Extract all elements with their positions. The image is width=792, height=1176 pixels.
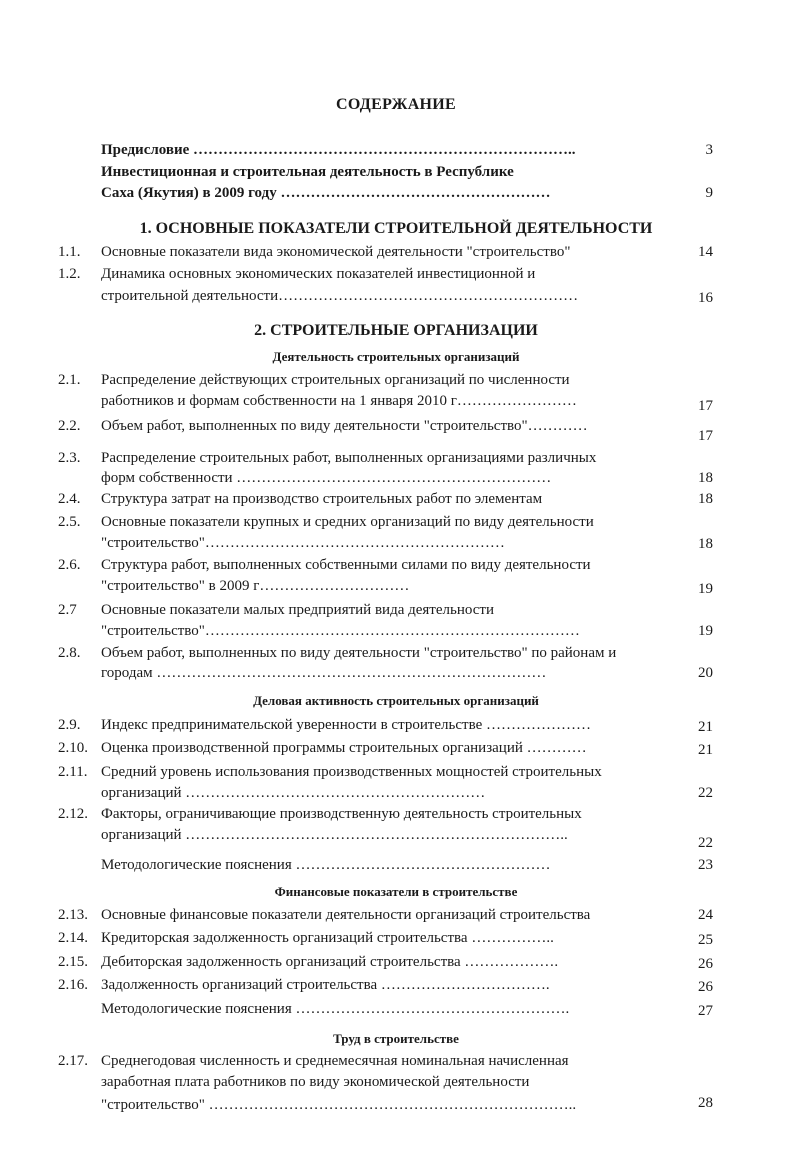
entry-number: 2.3. bbox=[58, 450, 81, 466]
entry-number: 2.4. bbox=[58, 491, 81, 507]
entry-number: 2.2. bbox=[58, 418, 81, 434]
entry-text: организаций ………………………………………………………………….. bbox=[101, 827, 568, 843]
entry-number: 2.11. bbox=[58, 764, 88, 780]
entry-number: 1.1. bbox=[58, 244, 81, 260]
entry-text: "строительство" ……………………………………………………………….. bbox=[101, 1097, 577, 1113]
entry-page: 16 bbox=[698, 290, 713, 306]
methodology-notes-text: Методологические пояснения ………………………………………………. bbox=[101, 1001, 570, 1017]
entry-text: работников и формам собственности на 1 января 2010 г…………………… bbox=[101, 393, 577, 409]
entry-text: Основные показатели малых предприятий вида деятельности bbox=[101, 602, 494, 618]
entry-page: 14 bbox=[698, 244, 713, 260]
entry-page: 26 bbox=[698, 956, 713, 972]
entry-text: Динамика основных экономических показателей инвестиционной и bbox=[101, 266, 536, 282]
entry-page: 23 bbox=[698, 857, 713, 873]
entry-text: Дебиторская задолженность организаций строительства ………………. bbox=[101, 954, 559, 970]
entry-page: 17 bbox=[698, 398, 713, 414]
entry-text: "строительство"………………………………………………………………… bbox=[101, 623, 580, 639]
entry-page: 19 bbox=[698, 623, 713, 639]
entry-page: 22 bbox=[698, 785, 713, 801]
subsection-title: Финансовые показатели в строительстве bbox=[274, 884, 518, 899]
intro-preface-text: Предисловие ………………………………………………………………….. bbox=[101, 142, 576, 158]
section-title-1: 1. ОСНОВНЫЕ ПОКАЗАТЕЛИ СТРОИТЕЛЬНОЙ ДЕЯТЕЛЬНОСТИ bbox=[139, 220, 653, 237]
entry-text: Структура затрат на производство строительных работ по элементам bbox=[101, 491, 543, 507]
entry-number: 2.12. bbox=[58, 806, 88, 822]
entry-text: Основные показатели вида экономической деятельности "строительство" bbox=[101, 244, 571, 260]
entry-text: заработная плата работников по виду экономической деятельности bbox=[101, 1074, 530, 1090]
entry-number: 1.2. bbox=[58, 266, 81, 282]
entry-number: 2.5. bbox=[58, 514, 81, 530]
entry-page: 20 bbox=[698, 665, 713, 681]
entry-text: форм собственности ……………………………………………………… bbox=[101, 470, 552, 486]
subsection-title: Деловая активность строительных организаций bbox=[253, 693, 539, 708]
entry-text: Индекс предпринимательской уверенности в строительстве ………………… bbox=[101, 717, 591, 733]
entry-page: 28 bbox=[698, 1095, 713, 1111]
subsection-title: Деятельность строительных организаций bbox=[272, 349, 520, 364]
entry-page: 18 bbox=[698, 536, 713, 552]
entry-number: 2.13. bbox=[58, 907, 88, 923]
entry-page: 19 bbox=[698, 581, 713, 597]
entry-page: 22 bbox=[698, 835, 713, 851]
entry-number: 2.10. bbox=[58, 740, 88, 756]
entry-page: 17 bbox=[698, 428, 713, 444]
entry-text: Факторы, ограничивающие производственную деятельность строительных bbox=[101, 806, 582, 822]
entry-text: Кредиторская задолженность организаций строительства …………….. bbox=[101, 930, 554, 946]
entry-text: "строительство" в 2009 г………………………… bbox=[101, 578, 410, 594]
entry-number: 2.8. bbox=[58, 645, 81, 661]
entry-text: Основные показатели крупных и средних организаций по виду деятельности bbox=[101, 514, 594, 530]
intro-preface-page: 3 bbox=[705, 142, 713, 158]
entry-text: Объем работ, выполненных по виду деятельности "строительство"………… bbox=[101, 418, 588, 434]
entry-page: 26 bbox=[698, 979, 713, 995]
section-title-2: 2. СТРОИТЕЛЬНЫЕ ОРГАНИЗАЦИИ bbox=[254, 322, 538, 339]
entry-number: 2.9. bbox=[58, 717, 81, 733]
entry-text: Распределение действующих строительных организаций по численности bbox=[101, 372, 570, 388]
intro-investment-page: 9 bbox=[705, 185, 713, 201]
entry-page: 24 bbox=[698, 907, 713, 923]
entry-page: 18 bbox=[698, 470, 713, 486]
entry-number: 2.6. bbox=[58, 557, 81, 573]
entry-text: Среднегодовая численность и среднемесячная номинальная начисленная bbox=[101, 1053, 569, 1069]
entry-page: 21 bbox=[698, 742, 713, 758]
entry-number: 2.17. bbox=[58, 1053, 88, 1069]
entry-text: Задолженность организаций строительства ……………………………. bbox=[101, 977, 550, 993]
entry-text: строительной деятельности…………………………………………………… bbox=[101, 288, 579, 304]
subsection-title: Труд в строительстве bbox=[333, 1031, 459, 1046]
entry-text: Основные финансовые показатели деятельности организаций строительства bbox=[101, 907, 591, 923]
entry-page: 21 bbox=[698, 719, 713, 735]
entry-text: Структура работ, выполненных собственными силами по виду деятельности bbox=[101, 557, 591, 573]
entry-text: Объем работ, выполненных по виду деятельности "строительство" по районам и bbox=[101, 645, 617, 661]
entry-page: 18 bbox=[698, 491, 713, 507]
intro-investment-text-line2: Саха (Якутия) в 2009 году ……………………………………………… bbox=[101, 185, 551, 201]
entry-number: 2.1. bbox=[58, 372, 81, 388]
entry-number: 2.16. bbox=[58, 977, 88, 993]
entry-text: Оценка производственной программы строительных организаций ………… bbox=[101, 740, 587, 756]
entry-text: "строительство"…………………………………………………… bbox=[101, 535, 505, 551]
entry-page: 27 bbox=[698, 1003, 713, 1019]
intro-investment-text-line1: Инвестиционная и строительная деятельность в Республике bbox=[101, 164, 514, 180]
entry-text: Распределение строительных работ, выполненных организациями различных bbox=[101, 450, 597, 466]
page-title: СОДЕРЖАНИЕ bbox=[335, 96, 457, 113]
entry-number: 2.7 bbox=[58, 602, 77, 618]
entry-text: организаций …………………………………………………… bbox=[101, 785, 486, 801]
entry-number: 2.14. bbox=[58, 930, 88, 946]
entry-text: Средний уровень использования производственных мощностей строительных bbox=[101, 764, 602, 780]
entry-page: 25 bbox=[698, 932, 713, 948]
entry-number: 2.15. bbox=[58, 954, 88, 970]
methodology-notes-text: Методологические пояснения …………………………………………… bbox=[101, 857, 551, 873]
entry-text: городам …………………………………………………………………… bbox=[101, 665, 547, 681]
